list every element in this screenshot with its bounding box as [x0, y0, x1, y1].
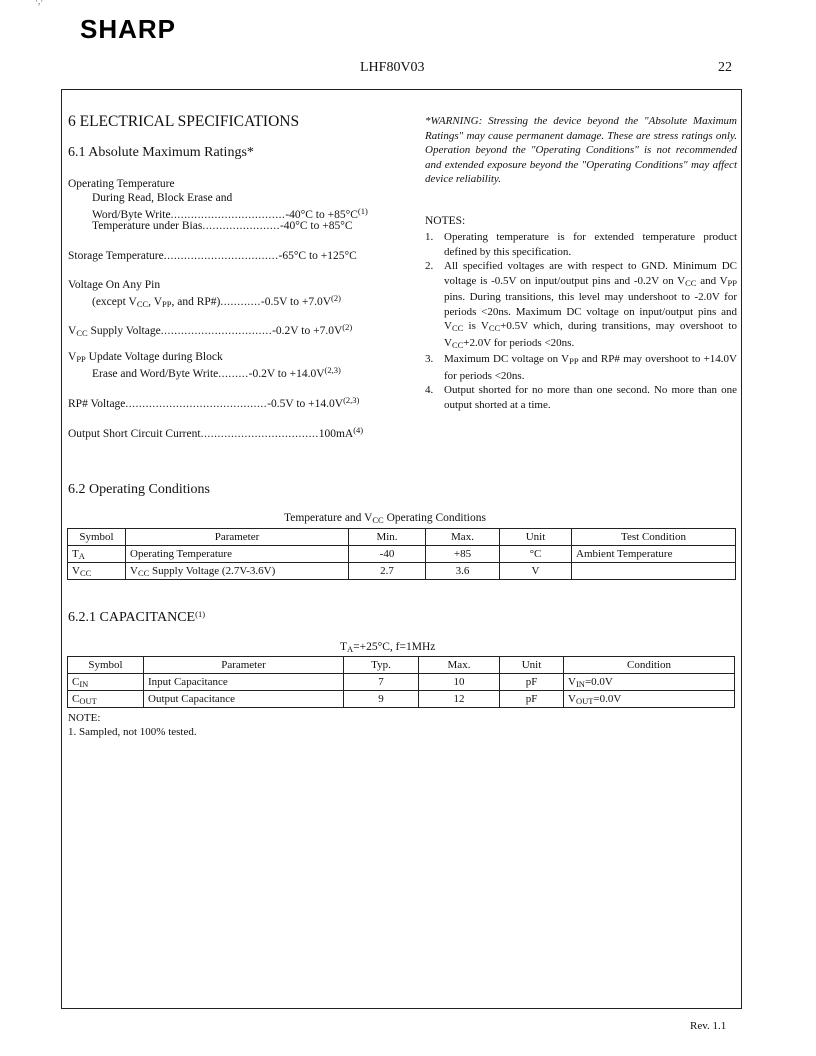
- note-2: 2. All specified voltages are with respect to GND. Minimum DC voltage is -0.5V on input/output pins and -0.2V on $V_{CC}$ and $V_{PP}$ pins. During transitions, this level may undershoot to -2.0V for periods <20ns. Maximum DC voltage on input/output pins and $V_{CC}$ is $V_{CC}+0.5V$ which, during transitions, may overshoot to $V_{CC}+2.0V$ for periods <20ns.: [425, 260, 737, 350]
- cell-symbol: $T_A$: [68, 546, 126, 563]
- header-max: Max.: [419, 657, 500, 674]
- header-max: Max.: [426, 529, 500, 546]
- cell-condition: Ambient Temperature: [572, 546, 736, 563]
- notes-title: NOTES:: [425, 215, 466, 227]
- corner-mark: ·,·: [35, 0, 44, 6]
- rp-voltage: RP# Voltage..........................................-0.5V to $+14.0V^{(2,3)}$: [68, 395, 360, 410]
- table-header-row: [68, 529, 736, 546]
- voltage-any-pin: (except $V_{CC}$, $V_{PP}$, and RP#)............-0.5V to $+7.0V^{(2)}$: [92, 293, 341, 309]
- cell-min: 2.7: [349, 563, 426, 580]
- note-4: 4. Output shorted for no more than one second. No more than one output shorted at a time.: [425, 384, 737, 411]
- table-header-row: [68, 657, 735, 674]
- cell-max: 3.6: [426, 563, 500, 580]
- storage-temp: Storage Temperature..................................-65°C to +125°C: [68, 250, 357, 262]
- cell-condition: [572, 563, 736, 580]
- cell-unit: V: [500, 563, 572, 580]
- warning-text: *WARNING: Stressing the device beyond the "Absolute Maximum Ratings" may cause permanent damage. These are stress ratings only. Operation beyond the "Operating Conditions" is not recommended and extended exposure beyond the "Operating Conditions" may affect device reliability.: [425, 115, 737, 185]
- cell-max: +85: [426, 546, 500, 563]
- table-row: [68, 546, 736, 563]
- cell-condition: $V_{IN}=0.0V$: [564, 674, 735, 691]
- header-symbol: Symbol: [68, 657, 144, 674]
- op-temp-bias: Temperature under Bias.......................-40°C to +85°C: [92, 220, 353, 232]
- capacitance-note-label: NOTE:: [68, 712, 101, 724]
- cell-parameter: Output Capacitance: [144, 691, 344, 708]
- sharp-logo: SHARP: [80, 14, 177, 44]
- capacitance-table: [67, 656, 735, 708]
- page-number: 22: [718, 60, 732, 75]
- capacitance-note-1: 1. Sampled, not 100% tested.: [68, 726, 197, 738]
- voltage-any-pin-label: Voltage On Any Pin: [68, 279, 161, 291]
- header-test-condition: Test Condition: [572, 529, 736, 546]
- cell-min: -40: [349, 546, 426, 563]
- operating-conditions-table: [67, 528, 736, 580]
- table-row: [68, 691, 735, 708]
- header-unit: Unit: [500, 657, 564, 674]
- header-min: Min.: [349, 529, 426, 546]
- vpp-update-voltage: Erase and Word/Byte Write.........-0.2V to $+14.0V^{(2,3)}$: [92, 365, 341, 380]
- cell-max: 10: [419, 674, 500, 691]
- cell-unit: °C: [500, 546, 572, 563]
- vpp-update-label: $V_{PP}$ Update Voltage during Block: [68, 351, 223, 364]
- abs-max-title: 6.1 Absolute Maximum Ratings*: [68, 145, 254, 160]
- cell-symbol: $C_{OUT}$: [68, 691, 144, 708]
- note-1: 1. Operating temperature is for extended temperature product defined by this specification.: [425, 231, 737, 258]
- cell-typ: 9: [344, 691, 419, 708]
- table-row: [68, 563, 736, 580]
- operating-table-caption: Temperature and $V_{CC}$ Operating Conditions: [284, 512, 486, 525]
- op-temp-during: During Read, Block Erase and: [92, 192, 233, 204]
- op-temp-word-write: Word/Byte Write..................................-40°C to $+85^\circ C^{(1)}$: [92, 206, 368, 221]
- header-symbol: Symbol: [68, 529, 126, 546]
- cell-unit: pF: [500, 691, 564, 708]
- capacitance-title: 6.2.1 CAPACITANCE$^{(1)}$: [68, 609, 206, 625]
- cell-parameter: Operating Temperature: [126, 546, 349, 563]
- table-row: [68, 674, 735, 691]
- header-unit: Unit: [500, 529, 572, 546]
- header-parameter: Parameter: [126, 529, 349, 546]
- header-typ: Typ.: [344, 657, 419, 674]
- cell-parameter: Input Capacitance: [144, 674, 344, 691]
- cell-parameter: $V_{CC}$ Supply Voltage (2.7V-3.6V): [126, 563, 349, 580]
- op-temp-label: Operating Temperature: [68, 178, 175, 190]
- capacitance-table-caption: $T_A=+25^\circ C$, f=1MHz: [340, 641, 436, 654]
- header-parameter: Parameter: [144, 657, 344, 674]
- document-id: LHF80V03: [360, 60, 425, 75]
- cell-unit: pF: [500, 674, 564, 691]
- section-title: 6 ELECTRICAL SPECIFICATIONS: [68, 113, 300, 130]
- cell-typ: 7: [344, 674, 419, 691]
- notes-list: [425, 230, 737, 412]
- cell-max: 12: [419, 691, 500, 708]
- output-short-circuit: Output Short Circuit $Current...................................100mA^{(4)}$: [68, 425, 364, 440]
- header-condition: Condition: [564, 657, 735, 674]
- cell-symbol: $C_{IN}$: [68, 674, 144, 691]
- vcc-supply-voltage: $V_{CC}$ Supply Voltage.................................-0.2V to $+7.0V^{(2)}$: [68, 322, 353, 338]
- revision-label: Rev. 1.1: [690, 1020, 727, 1032]
- cell-condition: $V_{OUT}=0.0V$: [564, 691, 735, 708]
- cell-symbol: $V_{CC}$: [68, 563, 126, 580]
- note-3: 3. Maximum DC voltage on $V_{PP}$ and RP# may overshoot to +14.0V for periods <20ns.: [425, 353, 737, 382]
- operating-conditions-title: 6.2 Operating Conditions: [68, 482, 210, 497]
